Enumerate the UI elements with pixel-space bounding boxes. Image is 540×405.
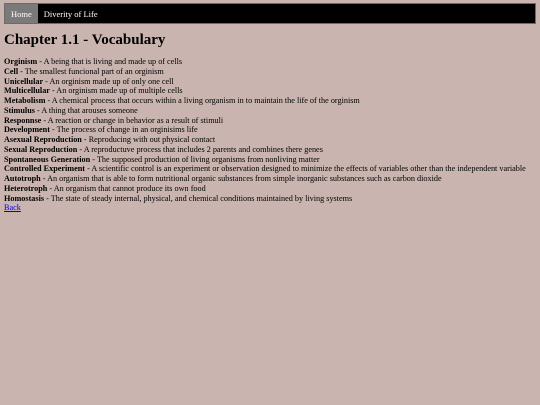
vocab-item: [4, 194, 534, 204]
back-link-row: [4, 203, 534, 213]
vocab-definition: - The process of change in an orginisims life: [49, 125, 198, 135]
nav-item-home[interactable]: Home: [5, 4, 38, 23]
vocab-item: [4, 174, 534, 184]
vocab-definition: - Reproducing with out physical contact: [81, 135, 216, 144]
vocab-term: Metabolism: [4, 96, 46, 105]
vocab-definition: - An orginism made up of multiple cells: [49, 86, 183, 96]
vocab-term: Heterotroph: [4, 183, 48, 193]
vocab-term: Spontaneous Generation: [4, 154, 91, 164]
vocab-definition: - An organism that is able to form nutritional organic substances from simple inorganic substances such as carbon dioxide: [40, 174, 442, 183]
top-nav-bar: [4, 3, 536, 24]
vocab-definition: - A being that is living and made up of cells: [37, 57, 183, 66]
vocab-definition: - The state of steady internal, physical, and chemical conditions maintained by living systems: [44, 193, 353, 203]
vocab-item: [4, 57, 534, 67]
vocab-definition: - A reaction or change in behavior as a result of stimuli: [41, 115, 224, 125]
nav-item-diversity-of-life[interactable]: Diverity of Life: [43, 8, 98, 19]
vocab-term: Cell: [4, 66, 19, 76]
vocab-definition: - An organism that cannot produce its own food: [47, 183, 206, 193]
vocab-definition: - A scientific control is an experiment or observation designed to minimize the effects of variables other than the independent variable: [85, 164, 526, 174]
vocabulary-list: [4, 57, 534, 213]
vocab-term: Orginism: [4, 57, 38, 66]
vocab-item: [4, 86, 534, 96]
vocab-item: [4, 184, 534, 194]
vocab-item: [4, 116, 534, 126]
vocab-term: Controlled Experiment: [4, 164, 86, 174]
vocab-term: Unicellular: [4, 76, 44, 86]
vocab-item: [4, 125, 534, 135]
vocab-definition: - The supposed production of living organisms from nonliving matter: [90, 154, 320, 164]
vocab-definition: - An orginism made up of only one cell: [43, 76, 174, 86]
vocab-term: Homostasis: [4, 193, 45, 203]
vocab-item: [4, 135, 534, 145]
vocab-item: [4, 67, 534, 77]
vocab-term: Sexual Reproduction: [4, 144, 78, 154]
vocab-term: Development: [4, 125, 50, 135]
vocab-term: Asexual Reproduction: [4, 135, 82, 144]
vocab-item: [4, 77, 534, 87]
vocab-definition: - A reproductuve process that includes 2 parents and combines there genes: [77, 144, 323, 154]
vocab-term: Multicellular: [4, 86, 50, 96]
vocab-item: [4, 155, 534, 165]
vocab-definition: - The smallest funcional part of an orginism: [18, 66, 164, 76]
vocab-term: Responnse: [4, 115, 42, 125]
vocab-definition: - A thing that arouses someone: [34, 105, 138, 115]
vocab-item: [4, 145, 534, 155]
back-link[interactable]: Back: [4, 203, 21, 213]
page-title: Chapter 1.1 - Vocabulary: [4, 32, 166, 48]
vocab-definition: - A chemical process that occurs within a living organism in to maintain the life of the orginism: [45, 96, 360, 105]
vocab-term: Stimulus: [4, 105, 35, 115]
vocab-term: Autotroph: [4, 174, 41, 183]
vocab-item: [4, 106, 534, 116]
vocab-item: [4, 96, 534, 106]
vocab-item: [4, 164, 534, 174]
